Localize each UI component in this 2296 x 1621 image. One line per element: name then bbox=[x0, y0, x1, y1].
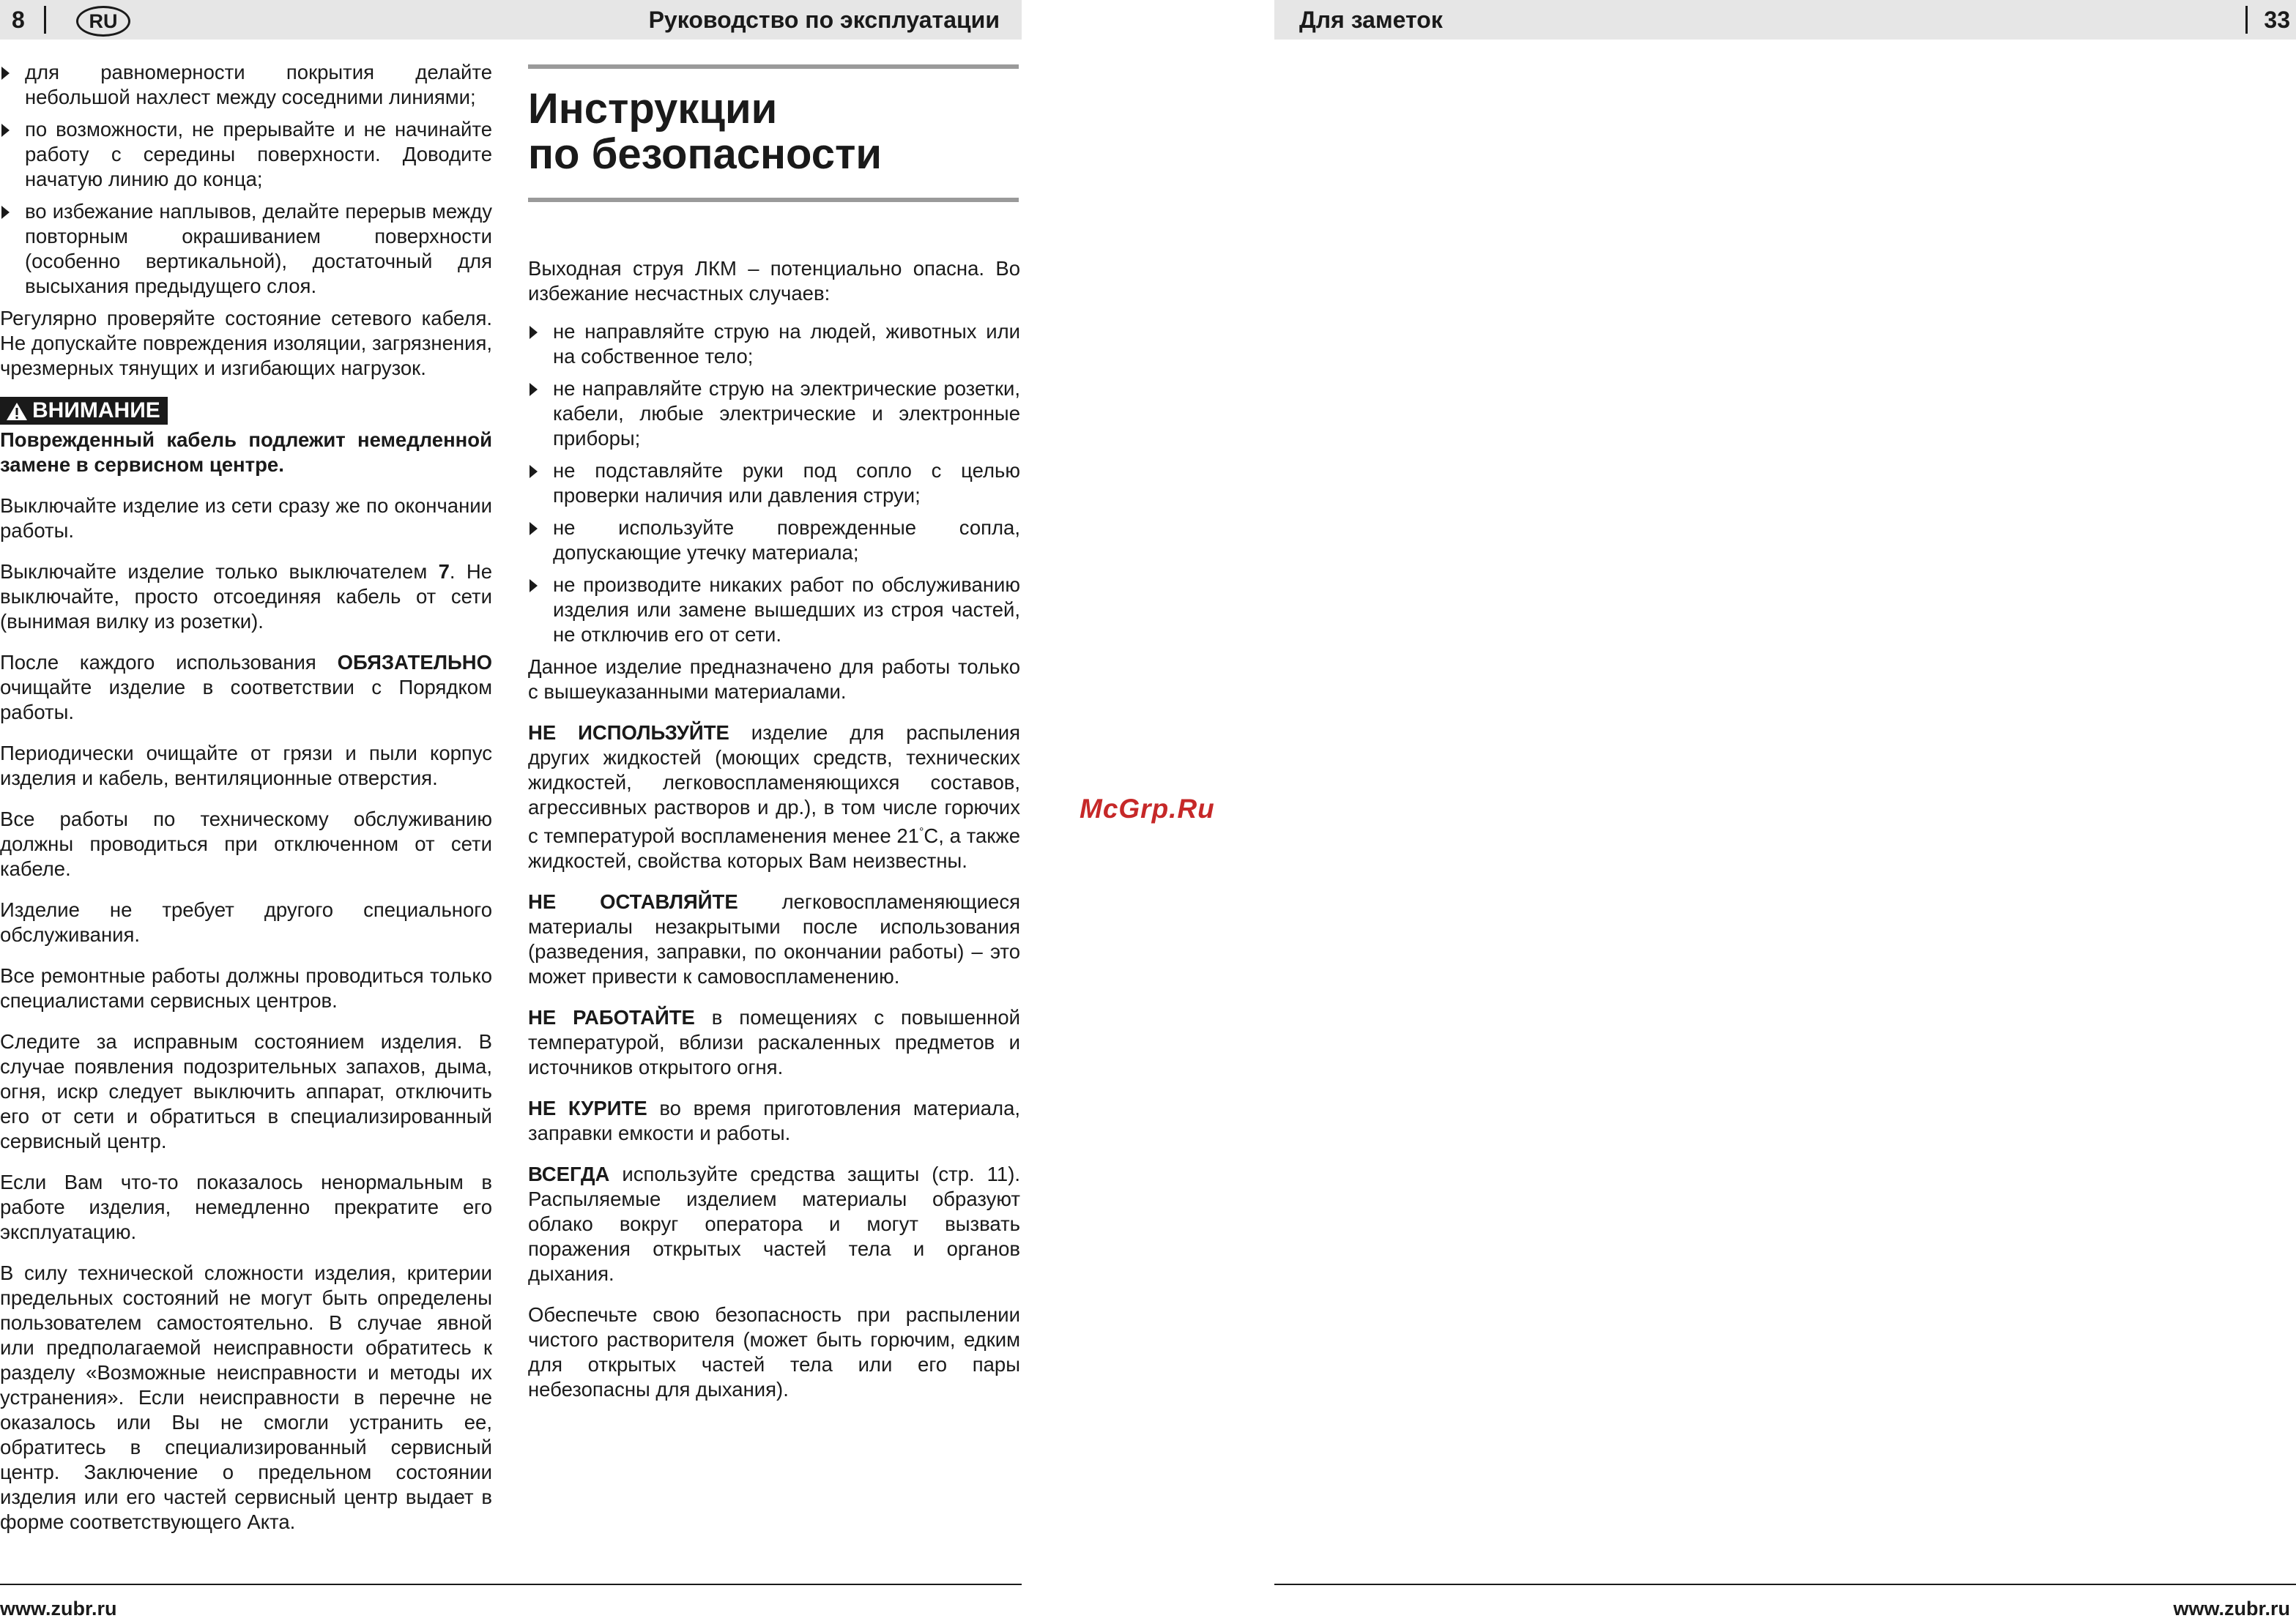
warning-triangle-icon bbox=[6, 402, 28, 421]
page-header bbox=[0, 0, 1022, 40]
do-not-leave-paragraph: НЕ ОСТАВЛЯЙТЕ легковоспламеняющиеся материалы незакрытыми после использования (разведения, заправки, по окончании работы) – это может привести к самовоспламенению. bbox=[528, 890, 1020, 988]
painting-tips-list bbox=[0, 60, 492, 299]
cleaning-paragraph: После каждого использования ОБЯЗАТЕЛЬНО очищайте изделие в соответствии с Порядком работы. bbox=[0, 651, 492, 723]
dust-paragraph: Периодически очищайте от грязи и пыли корпус изделия и кабель, вентиляционные отверстия. bbox=[0, 742, 492, 789]
footer-url[interactable]: www.zubr.ru bbox=[0, 1598, 117, 1620]
watermark: McGrp.Ru bbox=[1080, 794, 1215, 824]
left-column bbox=[0, 60, 492, 1551]
cable-check-paragraph: Регулярно проверяйте состояние сетевого кабеля. Не допускайте повреждения изоляции, загрязнения, чрезмерных тянущих и изгибающих нагрузок. bbox=[0, 307, 492, 379]
footer-url[interactable]: www.zubr.ru bbox=[2173, 1598, 2290, 1620]
list-item: не направляйте струю на электрические розетки, кабели, любые электрические и электронные приборы; bbox=[528, 376, 1020, 451]
list-item: не производите никаких работ по обслуживанию изделия или замене вышедших из строя частей, не отключив его от сети. bbox=[528, 573, 1020, 647]
safety-list bbox=[528, 319, 1020, 647]
section-title: Инструкции по безопасности bbox=[528, 85, 883, 178]
page-number: 8 bbox=[12, 7, 25, 33]
solvent-paragraph: Обеспечьте свою безопасность при распылении чистого растворителя (может быть горючим, едким для открытых частей тела или его пары небезопасны для дыхания). bbox=[528, 1303, 1020, 1401]
purpose-paragraph: Данное изделие предназначено для работы только с вышеуказанными материалами. bbox=[528, 655, 1020, 703]
header-title: Для заметок bbox=[1299, 7, 1443, 33]
mandatory-emphasis: ОБЯЗАТЕЛЬНО bbox=[337, 651, 492, 674]
left-page bbox=[0, 0, 1022, 1620]
intro-paragraph: Выходная струя ЛКМ – потенциально опасна. Во избежание несчастных случаев: bbox=[528, 257, 1020, 305]
page-number: 33 bbox=[2264, 7, 2290, 33]
footer-rule bbox=[1274, 1584, 2296, 1585]
list-item: по возможности, не прерывайте и не начинайте работу с середины поверхности. Доводите начатую линию до конца; bbox=[0, 117, 492, 192]
list-item: для равномерности покрытия делайте небольшой нахлест между соседними линиями; bbox=[0, 60, 492, 110]
language-badge: RU bbox=[76, 6, 130, 37]
switch-paragraph: Выключайте изделие только выключателем 7. Не выключайте, просто отсоединяя кабель от сети (вынимая вилку из розетки). bbox=[0, 560, 492, 633]
warning-block bbox=[0, 394, 492, 477]
section-rule-top bbox=[528, 64, 1019, 69]
footer-rule bbox=[0, 1584, 1022, 1585]
header-divider bbox=[44, 6, 46, 34]
header-divider bbox=[2245, 6, 2248, 34]
header-title: Руководство по эксплуатации bbox=[648, 7, 1000, 33]
section-rule-bottom bbox=[528, 198, 1019, 202]
do-not-use-paragraph: НЕ ИСПОЛЬЗУЙТЕ изделие для распыления других жидкостей (моющих средств, технических жидкостей, легковоспламеняющихся составов, агрессивных растворов и др.), в том числе горючих с температурой воспламенения менее 21°С, а также жидкостей, свойства которых Вам неизвестны. bbox=[528, 721, 1020, 873]
limit-state-paragraph: В силу технической сложности изделия, критерии предельных состояний не могут быть определены пользователем самостоятельно. В случае явной или предполагаемой неисправности обратитесь к разделу «Возможные неисправности и методы их устранения». Если неисправности в перечне не оказалось или Вы не смогли устранить ее, обратитесь в специализированный сервисный центр. Заключение о предельном состоянии изделия или его частей сервисный центр выдает в форме соответствующего Акта. bbox=[0, 1262, 492, 1533]
list-item: не подставляйте руки под сопло с целью проверки наличия или давления струи; bbox=[528, 458, 1020, 508]
always-paragraph: ВСЕГДА используйте средства защиты (стр. 11). Распыляемые изделием материалы образуют облако вокруг оператора и могут вызвать поражения открытых частей тела и органов дыхания. bbox=[528, 1163, 1020, 1286]
warning-label: ВНИМАНИЕ bbox=[32, 398, 160, 422]
right-column bbox=[528, 256, 1020, 1418]
special-service-paragraph: Изделие не требует другого специального обслуживания. bbox=[0, 898, 492, 946]
warning-text: Поврежденный кабель подлежит немедленной замене в сервисном центре. bbox=[0, 428, 492, 476]
right-page bbox=[1274, 0, 2296, 1620]
do-not-work-paragraph: НЕ РАБОТАЙТЕ в помещениях с повышенной температурой, вблизи раскаленных предметов и источников открытого огня. bbox=[528, 1006, 1020, 1079]
maintenance-paragraph: Все работы по техническому обслуживанию должны проводиться при отключенном от сети кабеле. bbox=[0, 808, 492, 880]
page-header bbox=[1274, 0, 2296, 40]
switch-number: 7 bbox=[438, 560, 450, 583]
list-item: не направляйте струю на людей, животных или на собственное тело; bbox=[528, 319, 1020, 369]
abnormal-paragraph: Если Вам что-то показалось ненормальным в работе изделия, немедленно прекратите его эксплуатацию. bbox=[0, 1171, 492, 1243]
warning-badge bbox=[0, 397, 168, 425]
list-item: во избежание наплывов, делайте перерыв между повторным окрашиванием поверхности (особенно вертикальной), достаточный для высыхания предыдущего слоя. bbox=[0, 199, 492, 299]
no-smoking-paragraph: НЕ КУРИТЕ во время приготовления материала, заправки емкости и работы. bbox=[528, 1097, 1020, 1145]
list-item: не используйте поврежденные сопла, допускающие утечку материала; bbox=[528, 515, 1020, 565]
switch-off-paragraph: Выключайте изделие из сети сразу же по окончании работы. bbox=[0, 494, 492, 542]
condition-paragraph: Следите за исправным состоянием изделия. В случае появления подозрительных запахов, дыма, огня, искр следует выключить аппарат, отключить его от сети и обратиться в специализированный сервисный центр. bbox=[0, 1030, 492, 1152]
repair-paragraph: Все ремонтные работы должны проводиться только специалистами сервисных центров. bbox=[0, 964, 492, 1012]
